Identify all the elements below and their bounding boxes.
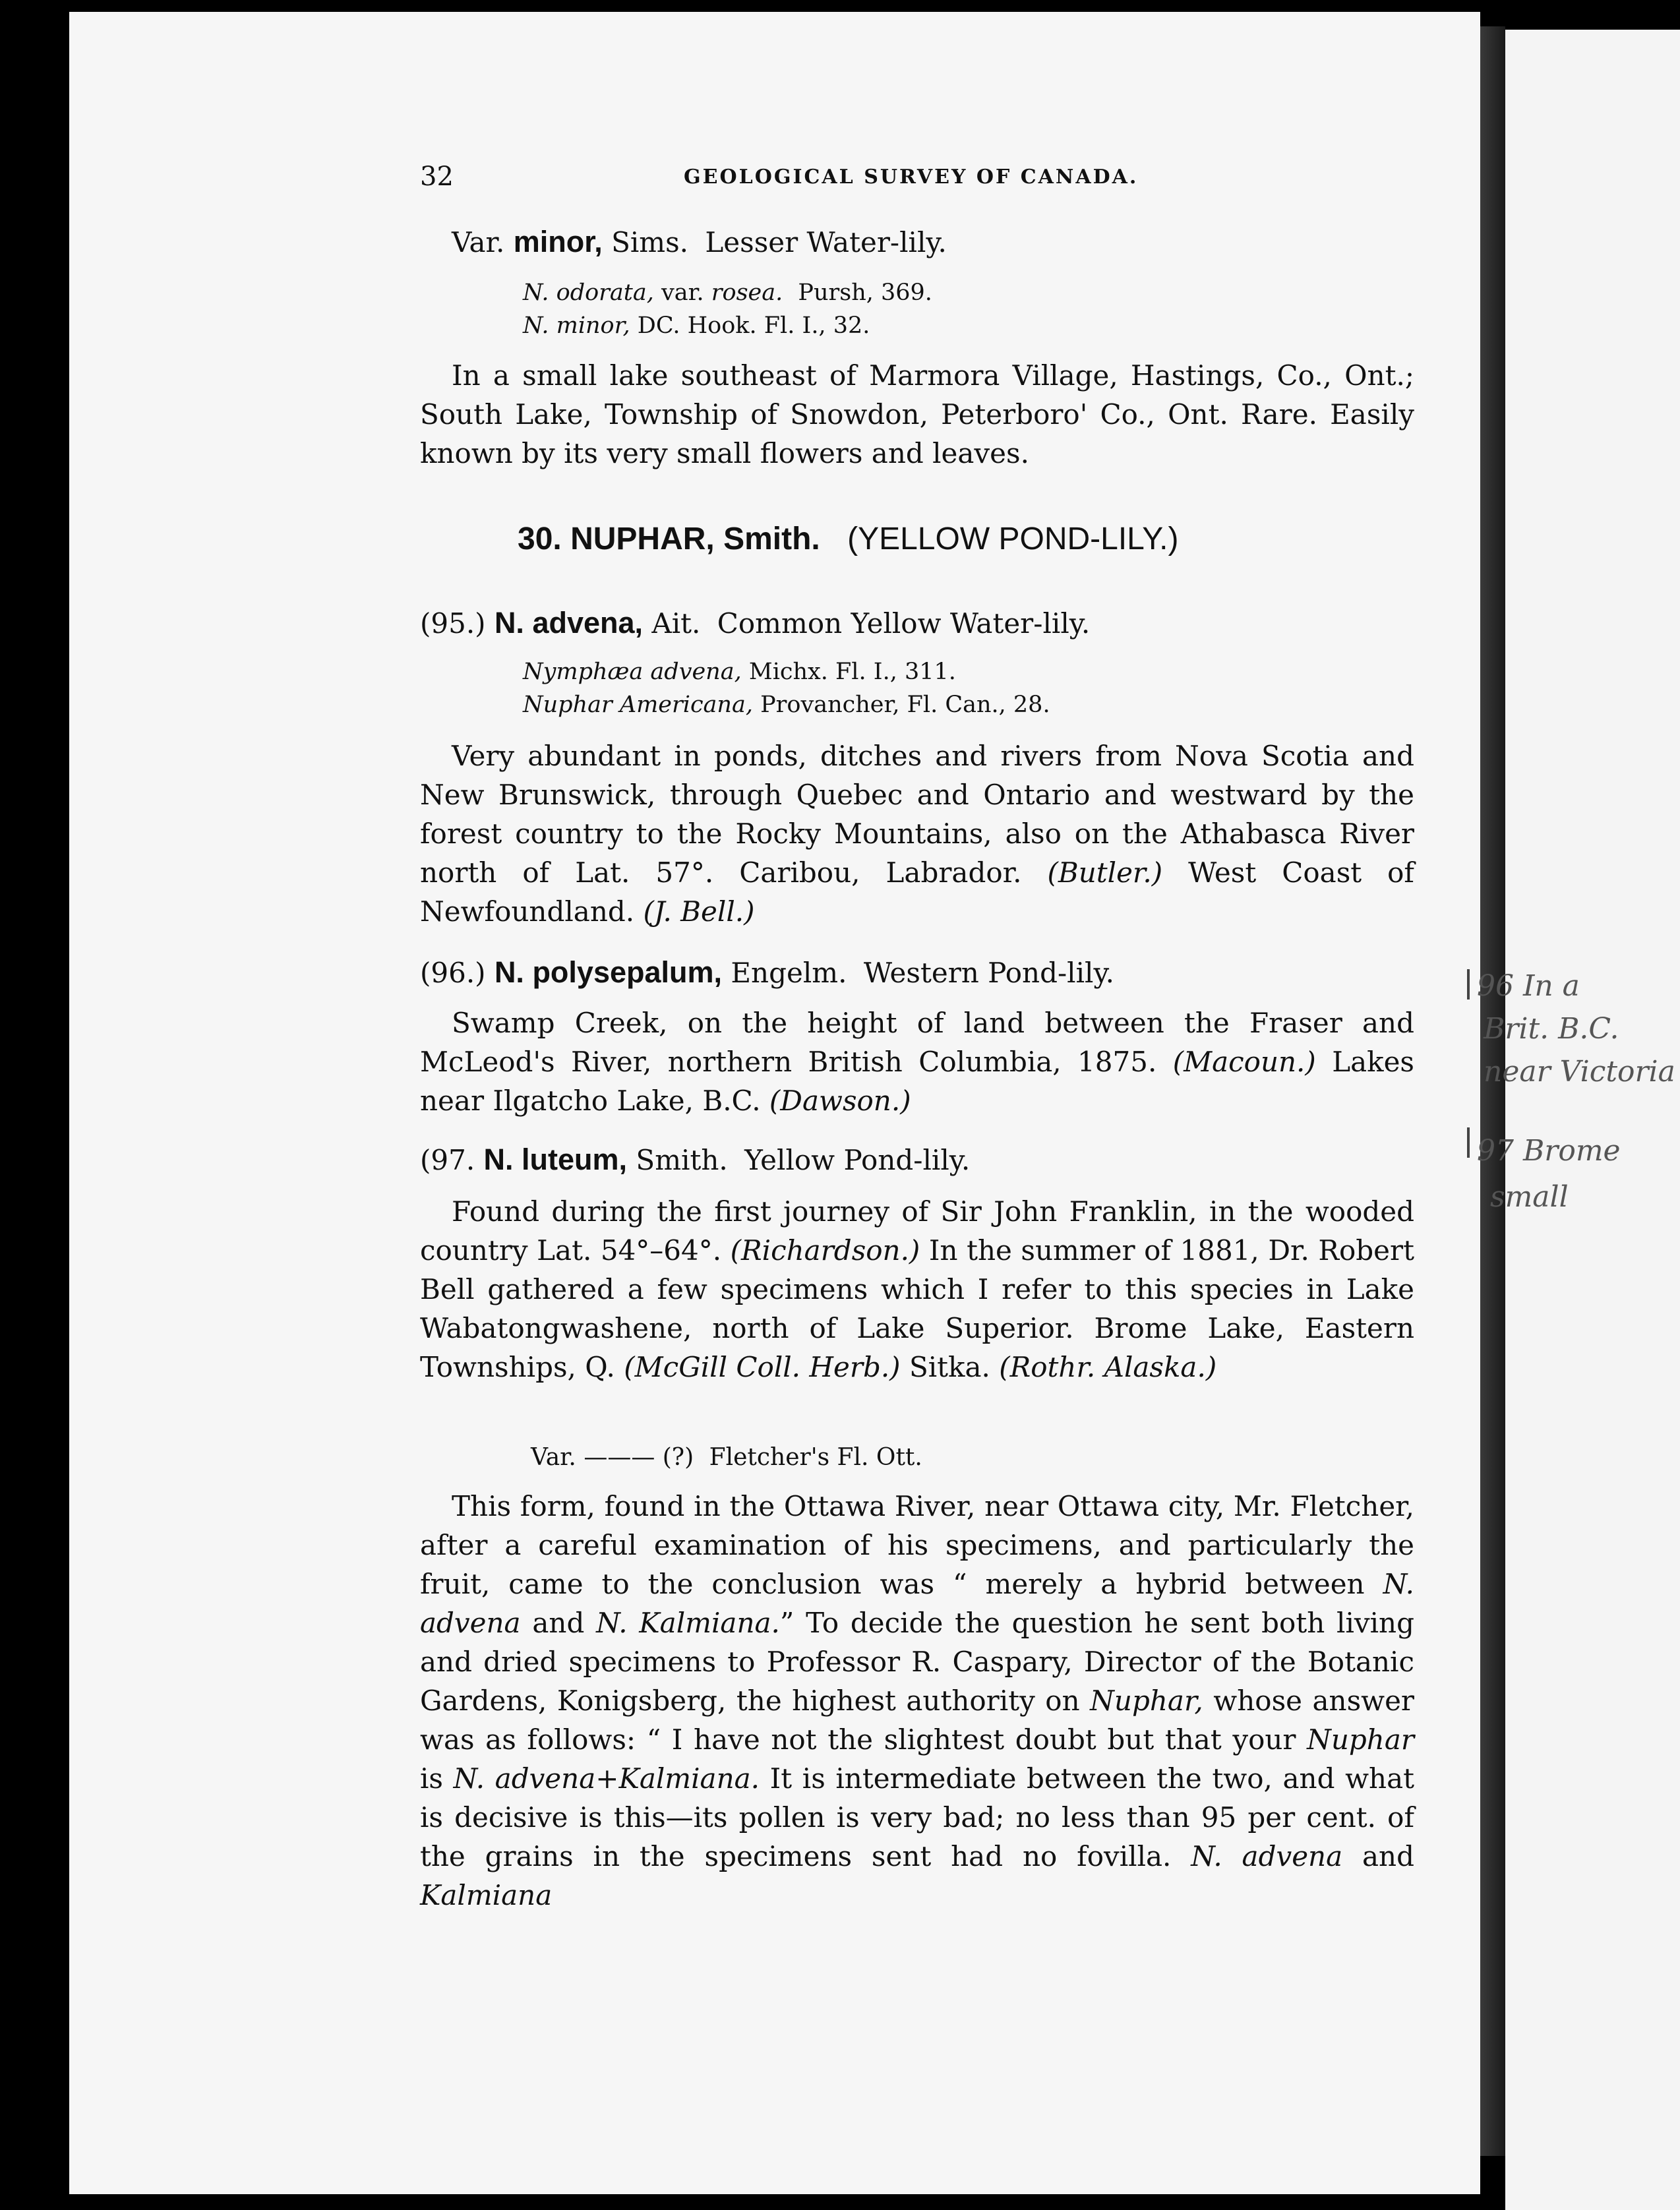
luteum-heading: (97. N. luteum, Smith. Yellow Pond-lily. [420,1143,971,1176]
common-name: Western Pond-lily. [863,957,1114,989]
taxon-name: minor, [513,225,603,258]
polysepalum-heading: (96.) N. polysepalum, Engelm. Western Pond-lily. [420,955,1114,989]
common-name: Yellow Pond-lily. [744,1144,971,1176]
handwritten-note: 97 Brome [1477,1134,1621,1168]
common-name: Common Yellow Water-lily. [717,607,1091,640]
taxon-name: N. advena, [494,606,644,640]
handwritten-note: Brit. B.C. [1484,1012,1619,1046]
synonym-line: N. minor, DC. Hook. Fl. I., 32. [523,313,870,339]
minor-description: In a small lake southeast of Marmora Village, Hastings, Co., Ont.; South Lake, Township of Snowdon, Peterboro' Co., Ont. Rare. Easily known by its very small flowers and leaves. [420,359,1414,469]
page-number: 32 [420,162,454,192]
advena-description: Very abundant in ponds, ditches and rivers from Nova Scotia and New Brunswick, through Quebec and Ontario and westward by the forest country to the Rocky Mountains, also on the Athabasca River north of Lat. 57°. Caribou, Labrador. (Butler.) West Coast of Newfoundland. (J. Bell.) [420,740,1414,928]
handwritten-note: 96 In a [1477,969,1580,1003]
synonym-line: N. odorata, var. rosea. Pursh, 369. [523,280,932,306]
species-number: (97. [420,1144,475,1176]
common-name: Lesser Water-lily. [705,226,947,258]
genus-title: 30. NUPHAR, Smith. [518,522,820,556]
facing-page [1505,30,1680,2210]
handwritten-note: small [1490,1180,1569,1214]
variety-line: Var. ——— (?) Fletcher's Fl. Ott. [531,1444,922,1471]
book-gutter [1480,26,1505,2156]
synonym-line: Nymphæa advena, Michx. Fl. I., 311. [523,659,956,685]
fletcher-paragraph: This form, found in the Ottawa River, near Ottawa city, Mr. Fletcher, after a careful examination of his specimens, and particularly the fruit, came to the conclusion was “ merely a hybrid between N. advena and N. Kalmiana.” To decide the question he sent both living and dried specimens to Professor R. Caspary, Director of the Botanic Gardens, Konigsberg, the highest authority on Nuphar, whose answer was as follows: “ I have not the slightest doubt but that your Nuphar is N. advena+Kalmiana. It is intermediate between the two, and what is decisive is this—its pollen is very bad; no less than 95 per cent. of the grains in the specimens sent had no fovilla. N. advena and Kalmiana [420,1490,1415,1911]
genus-common-name: (YELLOW POND-LILY.) [847,522,1179,556]
taxon-name: N. luteum, [483,1143,628,1176]
species-number: (96.) [420,957,486,989]
luteum-description: Found during the first journey of Sir John Franklin, in the wooded country Lat. 54°–64°. (Richardson.) In the summer of 1881, Dr. Robert Bell gathered a few specimens which I refer to this species in Lake Wabatongwashene, north of Lake Superior. Brome Lake, Eastern Townships, Q. (McGill Coll. Herb.) Sitka. (Rothr. Alaska.) [420,1195,1414,1383]
running-title: GEOLOGICAL SURVEY OF CANADA. [684,165,1139,189]
polysepalum-description: Swamp Creek, on the height of land between the Fraser and McLeod's River, northern British Columbia, 1875. (Macoun.) Lakes near Ilgatcho Lake, B.C. (Dawson.) [420,1007,1414,1117]
handwritten-note: near Victoria [1484,1055,1675,1089]
genus-heading [518,521,1178,557]
taxon-name: N. polysepalum, [494,955,723,989]
species-number: (95.) [420,607,486,640]
minor-heading: Var. minor, Sims. Lesser Water-lily. [452,225,947,258]
synonym-line: Nuphar Americana, Provancher, Fl. Can., 28. [523,692,1050,718]
advena-heading: (95.) N. advena, Ait. Common Yellow Water-lily. [420,606,1091,640]
